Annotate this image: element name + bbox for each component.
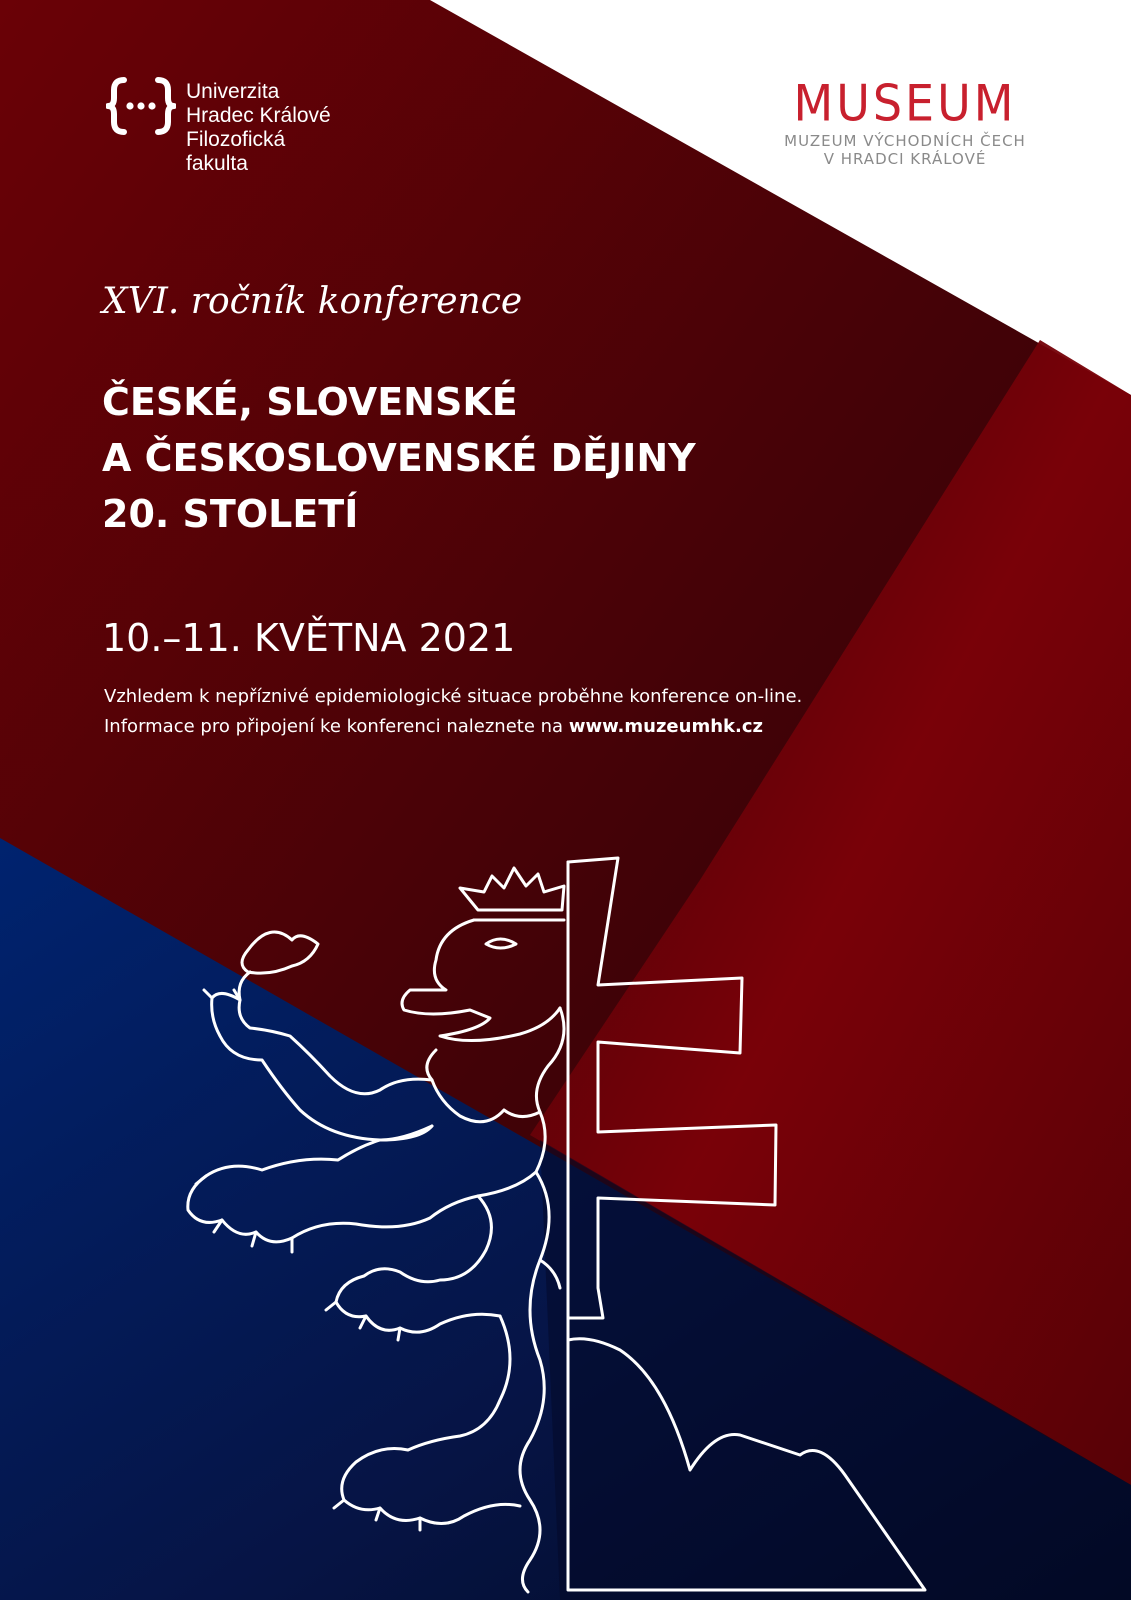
conference-dates: 10.–11. KVĚTNA 2021 (102, 616, 516, 660)
university-line-2: Hradec Králové (186, 104, 331, 127)
slovak-double-cross-icon (568, 858, 925, 1590)
title-line-1: ČESKÉ, SLOVENSKÉ (102, 380, 518, 424)
university-line-3: Filozofická (186, 128, 286, 151)
museum-logo: MUSEUM (793, 73, 1017, 133)
museum-subtitle-2: V HRADCI KRÁLOVÉ (823, 150, 987, 168)
info-line-2 (104, 712, 802, 742)
conference-edition: XVI. ročník konference (102, 281, 523, 322)
info-line-2-text: Informace pro připojení ke konferenci naleznete na (104, 716, 569, 737)
museum-subtitle-1: MUZEUM VÝCHODNÍCH ČECH (784, 132, 1026, 150)
czech-lion-icon (188, 868, 564, 1592)
museum-logo-block (770, 73, 1040, 168)
emblem (0, 840, 1131, 1600)
info-line-1: Vzhledem k nepříznivé epidemiologické situace proběhne konference on-line. (104, 686, 803, 707)
conference-info (104, 682, 802, 742)
title-line-2: A ČESKOSLOVENSKÉ DĚJINY (102, 436, 696, 480)
university-name (186, 80, 331, 176)
braces-dots-logo-icon (106, 76, 176, 136)
website-link[interactable]: www.muzeumhk.cz (568, 716, 763, 737)
university-line-1: Univerzita (186, 80, 280, 103)
university-line-4: fakulta (186, 152, 248, 175)
conference-title (102, 374, 696, 542)
title-line-3: 20. STOLETÍ (102, 492, 359, 536)
